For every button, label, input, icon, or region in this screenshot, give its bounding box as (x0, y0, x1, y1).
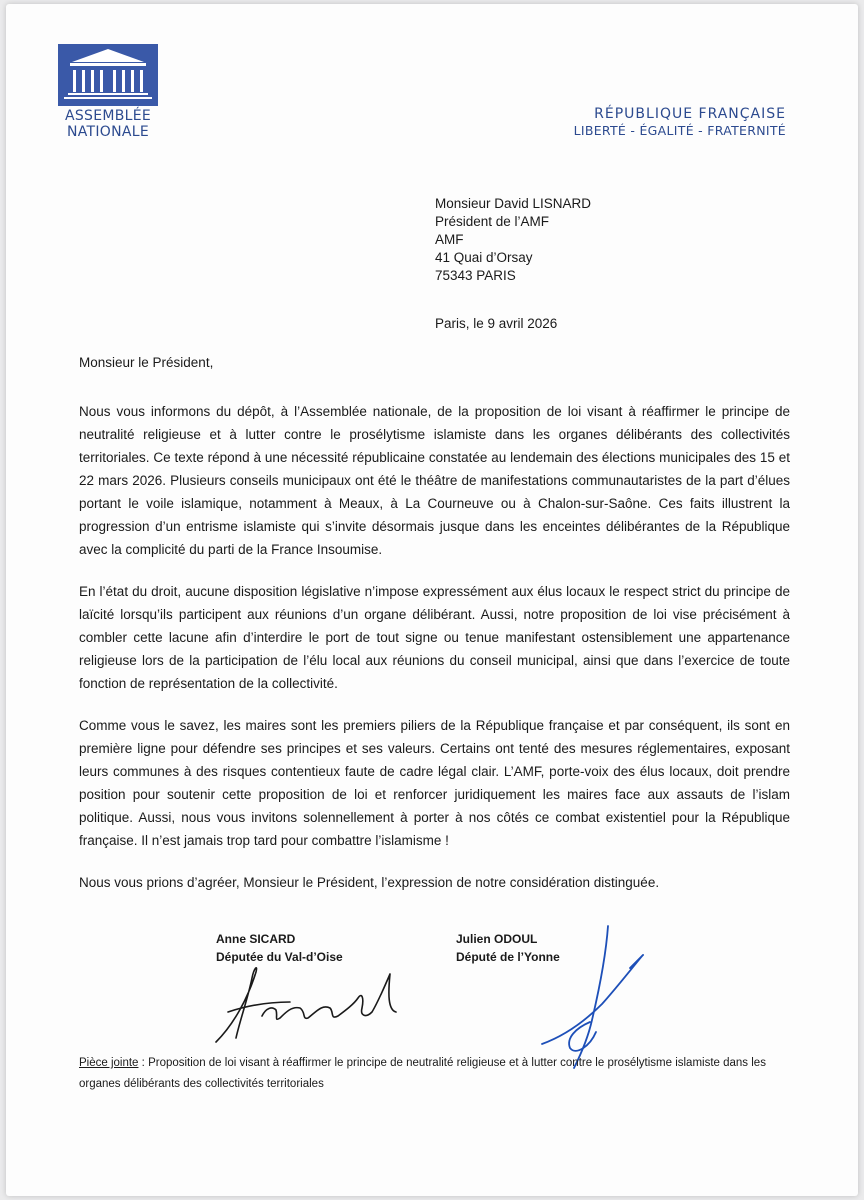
closing-paragraph: Nous vous prions d’agréer, Monsieur le Président, l’expression de notre considération distinguée. (79, 875, 660, 890)
handwritten-signature-anne (206, 954, 416, 1054)
signatory-name: Anne SICARD (216, 932, 296, 946)
recipient-street: 41 Quai d’Orsay (435, 250, 533, 265)
institution-name-line2: NATIONALE (66, 124, 150, 140)
recipient-name: Monsieur David LISNARD (435, 196, 592, 211)
signatory-role: Députée du Val-d’Oise (216, 950, 343, 964)
salutation: Monsieur le Président, (79, 355, 214, 370)
recipient-organization: AMF (435, 232, 464, 247)
attachment-separator: : (138, 1057, 149, 1069)
attachment-label: Pièce jointe (79, 1057, 139, 1069)
dateline: Paris, le 9 avril 2026 (435, 316, 558, 331)
letter-page (6, 4, 858, 1196)
recipient-address (435, 195, 591, 285)
signatory-role: Député de l’Yonne (456, 950, 560, 964)
republic-motto: LIBERTÉ - ÉGALITÉ - FRATERNITÉ (573, 123, 786, 138)
attachment-text: Proposition de loi visant à réaffirmer le principe de neutralité religieuse et à lutter contre le prosélytisme islamiste dans les organes délibérants des collectivités territoriales (79, 1057, 766, 1090)
republic-header (574, 105, 786, 139)
assemblee-nationale-logo (58, 44, 158, 140)
institution-name-line1: ASSEMBLÉE (64, 108, 152, 124)
recipient-city: 75343 PARIS (435, 268, 516, 283)
attachment-note (79, 1053, 799, 1095)
paragraph: Comme vous le savez, les maires sont les premiers piliers de la République française et par conséquent, ils sont en première ligne pour défendre ses principes et ses valeurs. Certains ont tenté des mesures réglementaires, exposant leurs communes à des risques contentieux faute de cadre légal clair. L’AMF, porte-voix des élus locaux, doit prendre position pour soutenir cette proposition de loi et renforcer juridiquement les maires face aux assauts de l’islam politique. Aussi, nous vous invitons solennellement à porter à nos côtés ce combat existentiel pour la République française. Il n’est jamais trop tard pour combattre l’islamisme ! (79, 718, 790, 848)
letter-body (79, 400, 790, 913)
signatory-name: Julien ODOUL (456, 932, 538, 946)
recipient-title: Président de l’AMF (435, 214, 550, 229)
republic-title: RÉPUBLIQUE FRANÇAISE (594, 106, 786, 122)
paragraph: Nous vous informons du dépôt, à l’Assemblée nationale, de la proposition de loi visant à réaffirmer le principe de neutralité religieuse et à lutter contre le prosélytisme islamiste dans les organes délibérants des collectivités territoriales. Ce texte répond à une nécessité républicaine constatée au lendemain des élections municipales des 15 et 22 mars 2026. Plusieurs conseils municipaux ont été le théâtre de manifestations communautaristes de la part d’élues portant le voile islamique, notamment à Meaux, à La Courneuve ou à Chalon-sur-Saône. Ces faits illustrent la progression d’un entrisme islamiste qui s’invite désormais jusque dans les enceintes délibérantes de la République avec la complicité du parti de la France Insoumise. (79, 404, 790, 557)
hemicycle-icon (58, 44, 158, 106)
paragraph: En l’état du droit, aucune disposition législative n’impose expressément aux élus locaux le respect strict du principe de laïcité lorsqu’ils participent aux réunions d’un organe délibérant. Aussi, notre proposition de loi vise précisément à combler cette lacune afin d’interdire le port de tout signe ou tenue manifestant ostensiblement une appartenance religieuse lors de la participation de l’élu local aux réunions du conseil municipal, ainsi que dans l’exercice de toute fonction de représentation de la collectivité. (79, 584, 790, 691)
